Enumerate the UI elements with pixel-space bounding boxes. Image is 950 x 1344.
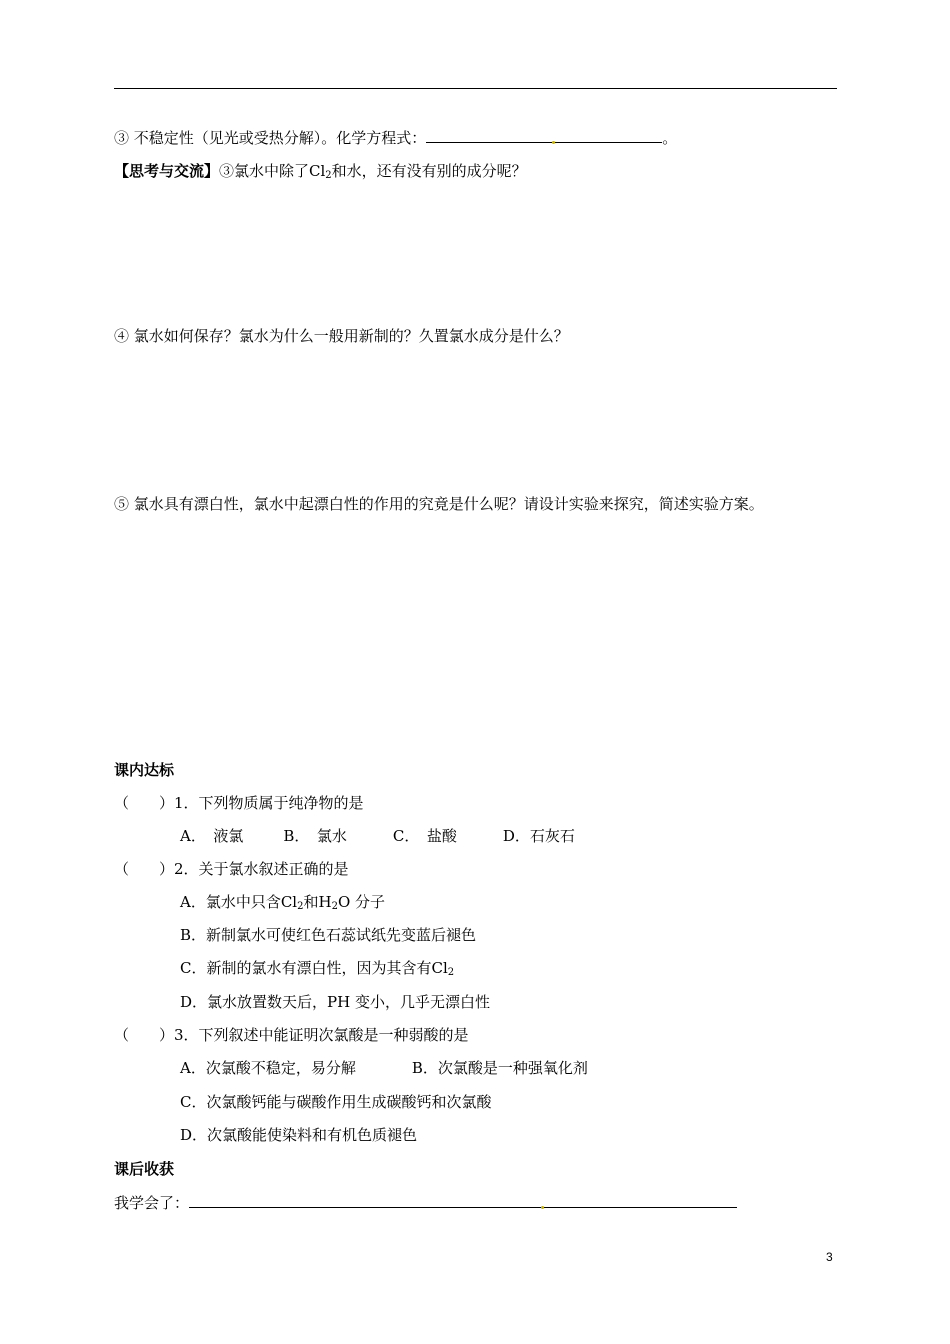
stem-text: 1．下列物质属于纯净物的是 <box>174 794 364 812</box>
think-text-2: 和水，还有没有别的成分呢？ <box>331 162 527 180</box>
think-line <box>114 161 527 181</box>
mcq-3-option-c: C．次氯酸钙能与碳酸作用生成碳酸钙和次氯酸 <box>180 1093 492 1111</box>
option-b: B．次氯酸是一种强氧化剂 <box>411 1059 588 1077</box>
mcq-2-option-c-text: C．新制的氯水有漂白性，因为其含有Cl <box>180 959 448 977</box>
mcq-2-option-a-text-3: O 分子 <box>337 893 386 911</box>
mcq-2-option-b: B．新制氯水可使红色石蕊试纸先变蓝后褪色 <box>180 926 477 944</box>
mcq-1-options <box>180 826 575 846</box>
mcq-3-option-d: D．次氯酸能使染料和有机色质褪色 <box>180 1126 418 1144</box>
section-heading-after-class: 课后收获 <box>114 1160 175 1178</box>
answer-paren[interactable]: （ ） <box>114 860 175 878</box>
equation-blank[interactable] <box>426 128 662 143</box>
mcq-3-stem <box>114 1025 469 1045</box>
question-5: ⑤ 氯水具有漂白性，氯水中起漂白性的作用的究竟是什么呢？请设计实验来探究，简述实验方案。 <box>114 495 764 513</box>
option-a: A．次氯酸不稳定，易分解 <box>180 1059 356 1077</box>
answer-paren[interactable]: （ ） <box>114 1026 175 1044</box>
option-d: D．石灰石 <box>502 827 575 845</box>
section-heading-in-class: 课内达标 <box>114 761 175 779</box>
instability-text: ③ 不稳定性（见光或受热分解）。化学方程式： <box>114 129 427 147</box>
option-a: A． 液氯 <box>180 827 244 845</box>
learned-label: 我学会了： <box>114 1194 190 1212</box>
mcq-3-options-ab <box>180 1058 588 1078</box>
learned-line <box>114 1193 737 1213</box>
sub-2-3: 2 <box>447 967 455 978</box>
question-4: ④ 氯水如何保存？氯水为什么一般用新制的？久置氯水成分是什么？ <box>114 327 569 345</box>
sub-2: 2 <box>297 901 304 912</box>
answer-paren[interactable]: （ ） <box>114 794 175 812</box>
mcq-2-option-c <box>180 958 454 978</box>
mcq-1-stem <box>114 793 364 813</box>
mcq-2-option-a <box>180 892 385 912</box>
think-text: ③氯水中除了Cl <box>219 162 326 180</box>
sub-2-2: 2 <box>331 901 338 912</box>
mcq-2-option-a-text: A．氯水中只含Cl <box>180 893 298 911</box>
header-rule <box>114 88 837 89</box>
stem-text: 2．关于氯水叙述正确的是 <box>174 860 349 878</box>
option-c: C． 盐酸 <box>392 827 457 845</box>
sub-2: 2 <box>325 170 332 181</box>
mcq-2-option-a-text-2: 和H <box>303 893 332 911</box>
mcq-2-stem <box>114 859 349 879</box>
option-b: B． 氯水 <box>283 827 347 845</box>
mcq-2-option-d: D．氯水放置数天后，PH 变小，几乎无漂白性 <box>180 993 490 1011</box>
learned-blank[interactable] <box>189 1193 737 1208</box>
page-number: 3 <box>826 1250 833 1264</box>
stem-text: 3．下列叙述中能证明次氯酸是一种弱酸的是 <box>174 1026 469 1044</box>
instability-tail: 。 <box>662 129 678 147</box>
think-label: 【思考与交流】 <box>114 162 220 180</box>
instability-line <box>114 128 677 148</box>
